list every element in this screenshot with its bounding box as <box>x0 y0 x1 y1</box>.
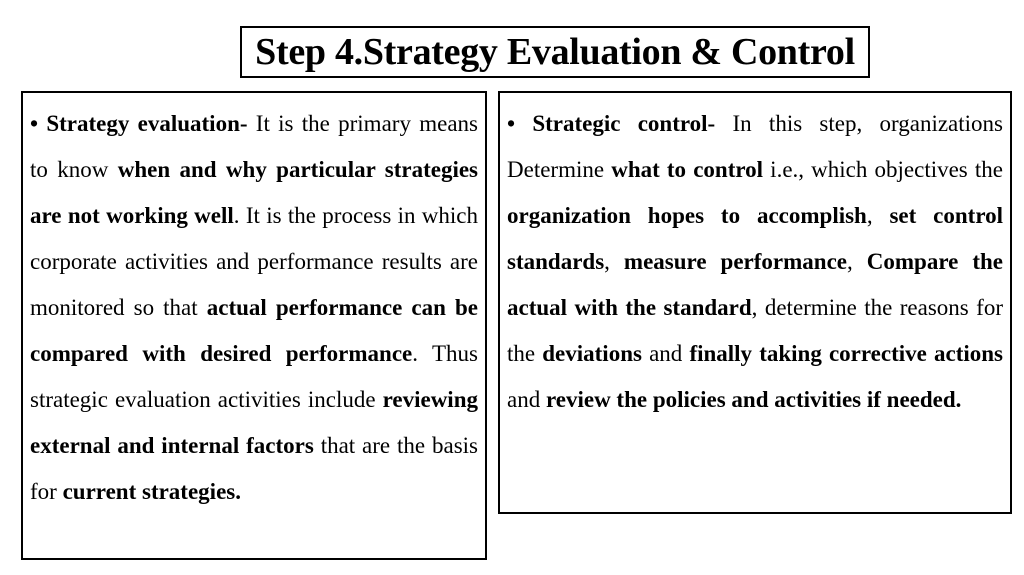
bold-text-segment: • Strategic control- <box>507 111 716 136</box>
text-segment: . It is the process in which corporate activities and performance results are monitored so that <box>30 203 478 320</box>
bold-text-segment: deviations <box>542 341 642 366</box>
strategic-control-panel <box>498 91 1012 514</box>
text-segment: , <box>604 249 624 274</box>
text-segment: , determine the reasons for the <box>507 295 1003 366</box>
bold-text-segment: finally taking corrective actions <box>689 341 1003 366</box>
text-segment: , <box>866 203 890 228</box>
text-segment: , <box>847 249 867 274</box>
page-title: Step 4.Strategy Evaluation & Control <box>255 31 855 73</box>
bold-text-segment: current strategies. <box>62 479 241 504</box>
text-segment: . Thus strategic evaluation activities include <box>30 341 478 412</box>
bold-text-segment: review the policies and activities if needed. <box>545 387 962 412</box>
text-segment: i.e., which objectives the <box>763 157 1003 182</box>
text-segment: and <box>507 387 546 412</box>
strategic-control-paragraph <box>507 101 1003 423</box>
bold-text-segment: what to control <box>611 157 764 182</box>
bold-text-segment: reviewing external and internal factors <box>30 387 478 458</box>
text-segment: and <box>641 341 690 366</box>
bold-text-segment: Compare the actual with the standard <box>507 249 1003 320</box>
text-segment: It is the primary means to know <box>30 111 478 182</box>
text-segment: that are the basis for <box>30 433 478 504</box>
strategy-evaluation-panel <box>21 91 487 560</box>
text-segment: In this step, organizations Determine <box>507 111 1003 182</box>
title-box <box>240 26 870 78</box>
bold-text-segment: • Strategy evaluation- <box>30 111 248 136</box>
bold-text-segment: measure performance <box>623 249 847 274</box>
bold-text-segment: organization hopes to accomplish <box>507 203 867 228</box>
strategy-evaluation-paragraph <box>30 101 478 515</box>
bold-text-segment: actual performance can be compared with desired performance <box>30 295 479 366</box>
bold-text-segment: set control standards <box>507 203 1003 274</box>
bold-text-segment: when and why particular strategies are not working well <box>30 157 478 228</box>
